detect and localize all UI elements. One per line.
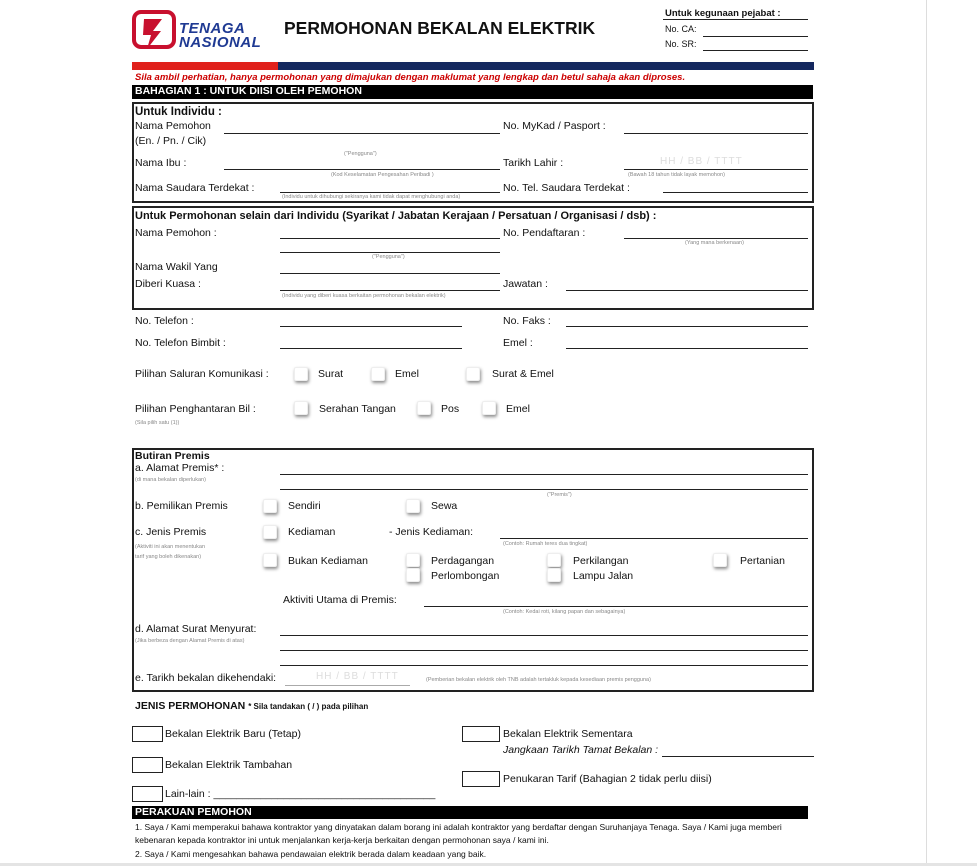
alamat-premis-hint: (di mana bekalan diperlukan) bbox=[135, 477, 206, 483]
baru-label: Bekalan Elektrik Baru (Tetap) bbox=[165, 728, 301, 740]
pertanian-checkbox[interactable] bbox=[713, 553, 727, 567]
kod-hint: (Kod Keselamatan Pengesahan Peribadi ) bbox=[331, 172, 434, 178]
jawatan-label: Jawatan : bbox=[503, 278, 548, 290]
no-sr-label: No. SR: bbox=[665, 39, 697, 49]
contoh-rumah-hint: (Contoh: Rumah teres dua tingkat) bbox=[503, 541, 588, 547]
telefon-input[interactable] bbox=[280, 326, 462, 327]
saluran-emel-label: Emel bbox=[395, 368, 419, 380]
syarikat-nama-label: Nama Pemohon : bbox=[135, 227, 217, 239]
saluran-surat-label: Surat bbox=[318, 368, 344, 380]
baru-checkbox[interactable] bbox=[132, 726, 163, 742]
tarikh-lahir-label: Tarikh Lahir : bbox=[503, 157, 564, 169]
wakil-input[interactable] bbox=[280, 273, 500, 274]
syarikat-heading: Untuk Permohonan selain dari Individu (Syarikat / Jabatan Kerajaan / Persatuan / Organisasi / dsb) : bbox=[135, 210, 657, 222]
office-heading: Untuk kegunaan pejabat : bbox=[665, 8, 781, 19]
premis-heading: Butiran Premis bbox=[135, 450, 210, 462]
alamat-surat-input[interactable] bbox=[280, 635, 808, 636]
nama-ibu-label: Nama Ibu : bbox=[135, 157, 187, 169]
tarikh-bekalan-input[interactable]: HH / BB / TTTT bbox=[316, 671, 399, 682]
tarikh-lahir-input[interactable]: HH / BB / TTTT bbox=[660, 156, 743, 167]
no-ca-label: No. CA: bbox=[665, 24, 697, 34]
tel-saudara-label: No. Tel. Saudara Terdekat : bbox=[503, 182, 630, 194]
pendaftaran-label: No. Pendaftaran : bbox=[503, 227, 586, 239]
alamat-premis-label: a. Alamat Premis* : bbox=[135, 462, 225, 474]
syarikat-nama-input-2[interactable] bbox=[280, 252, 500, 253]
lampu-jalan-label: Lampu Jalan bbox=[573, 570, 634, 582]
jenis-permohonan-sub: * Sila tandakan ( / ) pada pilihan bbox=[248, 702, 369, 711]
notice-text: Sila ambil perhatian, hanya permohonan yang dimajukan dengan maklumat yang lengkap dan betul sahaja akan diproses. bbox=[135, 72, 686, 83]
jenis-kediaman-input[interactable] bbox=[500, 538, 808, 539]
bil-emel-checkbox[interactable] bbox=[482, 401, 496, 415]
bukan-kediaman-label: Bukan Kediaman bbox=[288, 555, 368, 567]
pemilikan-label: b. Pemilikan Premis bbox=[135, 500, 228, 512]
pengguna-hint: ("Pengguna") bbox=[344, 151, 377, 157]
page-title: PERMOHONAN BEKALAN ELEKTRIK bbox=[284, 18, 596, 38]
wakil-hint: (Individu yang diberi kuasa berkaitan permohonan bekalan elektrik) bbox=[282, 293, 446, 299]
bil-pos-label: Pos bbox=[441, 403, 460, 415]
nama-ibu-input[interactable] bbox=[224, 169, 500, 170]
lampu-jalan-checkbox[interactable] bbox=[547, 568, 561, 582]
alamat-surat-hint: (Jika berbeza dengan Alamat Premis di atas) bbox=[135, 638, 245, 644]
saluran-surat-emel-checkbox[interactable] bbox=[466, 367, 480, 381]
bil-emel-label: Emel bbox=[506, 403, 530, 415]
bimbit-input[interactable] bbox=[280, 348, 462, 349]
perakuan-header: PERAKUAN PEMOHON bbox=[132, 806, 808, 819]
berkenaan-hint: (Yang mana berkenaan) bbox=[685, 240, 744, 246]
saudara-hint: (Individu untuk dihubungi sekiranya kami tidak dapat menghubungi anda) bbox=[282, 194, 461, 200]
alamat-premis-input[interactable] bbox=[280, 474, 808, 475]
tarikh-bekalan-label: e. Tarikh bekalan dikehendaki: bbox=[135, 672, 277, 684]
mykad-input[interactable] bbox=[624, 133, 808, 134]
bil-serahan-checkbox[interactable] bbox=[294, 401, 308, 415]
pendaftaran-input[interactable] bbox=[624, 238, 808, 239]
kediaman-checkbox[interactable] bbox=[263, 525, 277, 539]
jenis-permohonan-heading bbox=[135, 700, 368, 712]
lain-lain-checkbox[interactable] bbox=[132, 786, 163, 802]
perdagangan-label: Perdagangan bbox=[431, 555, 495, 567]
individu-heading: Untuk Individu : bbox=[135, 106, 222, 118]
sendiri-label: Sendiri bbox=[288, 500, 321, 512]
tarikh-bekalan-line bbox=[285, 685, 410, 686]
sementara-label: Bekalan Elektrik Sementara bbox=[503, 728, 633, 740]
perakuan-2: 2. Saya / Kami mengesahkan bahawa pendawaian elektrik berada dalam keadaan yang baik. bbox=[135, 849, 487, 859]
emel-label: Emel : bbox=[503, 337, 533, 349]
bil-label: Pilihan Penghantaran Bil : bbox=[135, 403, 256, 415]
lain-lain-label[interactable]: Lain-lain : ______________________________________ bbox=[165, 788, 436, 800]
jawatan-input[interactable] bbox=[566, 290, 808, 291]
sendiri-checkbox[interactable] bbox=[263, 499, 277, 513]
saluran-surat-checkbox[interactable] bbox=[294, 367, 308, 381]
alamat-surat-label: d. Alamat Surat Menyurat: bbox=[135, 623, 257, 635]
perakuan-1a: 1. Saya / Kami memperakui bahawa kontraktor yang dinyatakan dalam borang ini adalah kontraktor yang berdaftar dengan Suruhanjaya Tenaga. Saya / Kami juga memberi bbox=[135, 822, 782, 832]
faks-input[interactable] bbox=[566, 326, 808, 327]
pertanian-label: Pertanian bbox=[740, 555, 785, 567]
no-sr-input[interactable] bbox=[703, 50, 808, 51]
emel-input[interactable] bbox=[566, 348, 808, 349]
bawah-hint: (Bawah 18 tahun tidak layak memohon) bbox=[628, 172, 725, 178]
tukar-tarif-label: Penukaran Tarif (Bahagian 2 tidak perlu diisi) bbox=[503, 773, 712, 785]
mykad-label: No. MyKad / Pasport : bbox=[503, 120, 606, 132]
sewa-checkbox[interactable] bbox=[406, 499, 420, 513]
title-options-label: (En. / Pn. / Cik) bbox=[135, 135, 207, 147]
office-heading-line bbox=[663, 19, 808, 20]
sementara-checkbox[interactable] bbox=[462, 726, 500, 742]
logo-text-2: NASIONAL bbox=[179, 34, 262, 51]
syarikat-pengguna-hint: ("Pengguna") bbox=[372, 254, 405, 260]
syarikat-nama-input[interactable] bbox=[280, 238, 500, 239]
aktiviti-hint-2: tarif yang boleh dikenakan) bbox=[135, 554, 202, 560]
tnb-logo-icon bbox=[131, 9, 177, 53]
bukan-kediaman-checkbox[interactable] bbox=[263, 553, 277, 567]
header-bar-red bbox=[132, 62, 278, 70]
wakil-label-1: Nama Wakil Yang bbox=[135, 261, 218, 273]
jangkaan-input[interactable] bbox=[662, 756, 814, 757]
perakuan-1b: kebenaran kepada kontraktor ini untuk menjalankan kerja-kerja berkaitan dengan permohonan saya / kami ini. bbox=[135, 835, 549, 845]
perkilangan-checkbox[interactable] bbox=[547, 553, 561, 567]
saudara-input[interactable] bbox=[280, 192, 500, 193]
nama-pemohon-label: Nama Pemohon bbox=[135, 120, 211, 132]
nama-pemohon-input[interactable] bbox=[224, 133, 500, 134]
saudara-label: Nama Saudara Terdekat : bbox=[135, 182, 255, 194]
aktiviti-utama-label: Aktiviti Utama di Premis: bbox=[283, 594, 397, 606]
saluran-label: Pilihan Saluran Komunikasi : bbox=[135, 368, 269, 380]
alamat-premis-input-2[interactable] bbox=[280, 489, 808, 490]
tel-saudara-input[interactable] bbox=[663, 192, 808, 193]
perlombongan-label: Perlombongan bbox=[431, 570, 500, 582]
saluran-surat-emel-label: Surat & Emel bbox=[492, 368, 554, 380]
perkilangan-label: Perkilangan bbox=[573, 555, 629, 567]
alamat-surat-input-2[interactable] bbox=[280, 650, 808, 651]
bimbit-label: No. Telefon Bimbit : bbox=[135, 337, 226, 349]
alamat-surat-input-3[interactable] bbox=[280, 665, 808, 666]
jenis-kediaman-label: - Jenis Kediaman: bbox=[389, 526, 474, 538]
no-ca-input[interactable] bbox=[703, 36, 808, 37]
wakil-label-2: Diberi Kuasa : bbox=[135, 278, 201, 290]
premis-hint: ("Premis") bbox=[547, 492, 572, 498]
tarikh-bekalan-hint: (Pemberian bekalan elektrik oleh TNB adalah tertakluk kepada kesediaan premis pengguna) bbox=[426, 677, 651, 683]
bil-pos-checkbox[interactable] bbox=[417, 401, 431, 415]
bil-hint: (Sila pilih satu (1)) bbox=[135, 420, 180, 426]
jenis-premis-label: c. Jenis Premis bbox=[135, 526, 207, 538]
kediaman-label: Kediaman bbox=[288, 526, 336, 538]
contoh-kedai-hint: (Contoh: Kedai roti, kilang papan dan sebagainya) bbox=[503, 609, 626, 615]
wakil-input-2[interactable] bbox=[280, 290, 500, 291]
faks-label: No. Faks : bbox=[503, 315, 551, 327]
section1-header: BAHAGIAN 1 : UNTUK DIISI OLEH PEMOHON bbox=[132, 85, 813, 99]
aktiviti-hint-1: (Aktiviti ini akan menentukan bbox=[135, 544, 206, 550]
jenis-permohonan-title: JENIS PERMOHONAN bbox=[135, 700, 246, 712]
perdagangan-checkbox[interactable] bbox=[406, 553, 420, 567]
tambahan-label: Bekalan Elektrik Tambahan bbox=[165, 759, 293, 771]
jangkaan-label: Jangkaan Tarikh Tamat Bekalan : bbox=[503, 744, 659, 756]
tarikh-lahir-line bbox=[624, 169, 808, 170]
tnb-logo bbox=[131, 9, 276, 55]
bil-serahan-label: Serahan Tangan bbox=[319, 403, 396, 415]
aktiviti-utama-input[interactable] bbox=[424, 606, 808, 607]
saluran-emel-checkbox[interactable] bbox=[371, 367, 385, 381]
perlombongan-checkbox[interactable] bbox=[406, 568, 420, 582]
page-edge bbox=[926, 0, 927, 866]
telefon-label: No. Telefon : bbox=[135, 315, 194, 327]
header-bar-blue bbox=[278, 62, 814, 70]
sewa-label: Sewa bbox=[431, 500, 458, 512]
tukar-tarif-checkbox[interactable] bbox=[462, 771, 500, 787]
logo-text-1: TENAGA bbox=[179, 20, 246, 37]
tambahan-checkbox[interactable] bbox=[132, 757, 163, 773]
